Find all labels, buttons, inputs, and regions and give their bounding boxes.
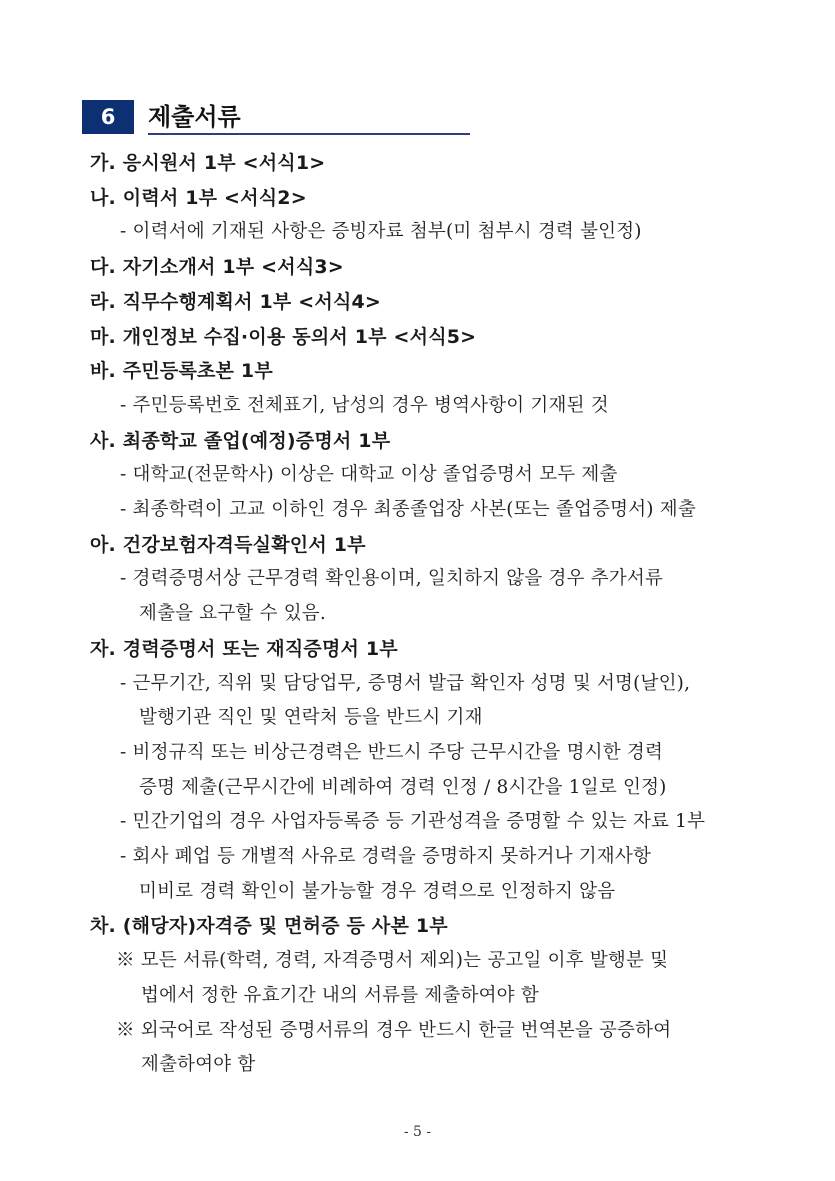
document-item: 차. (해당자)자격증 및 면허증 등 사본 1부 (90, 915, 448, 938)
section-title: 제출서류 (148, 103, 241, 131)
document-item: 마. 개인정보 수집·이용 동의서 1부 <서식5> (90, 325, 477, 348)
sub-item-continuation: 증명 제출(근무시간에 비례하여 경력 인정 / 8시간을 1일로 인정) (139, 776, 667, 798)
document-item: 다. 자기소개서 1부 <서식3> (90, 256, 344, 279)
sub-item-continuation: 미비로 경력 확인이 불가능할 경우 경력으로 인정하지 않음 (139, 880, 616, 902)
note-item: ※ 외국어로 작성된 증명서류의 경우 반드시 한글 번역본을 공증하여 (116, 1019, 672, 1041)
sub-item: - 회사 폐업 등 개별적 사유로 경력을 증명하지 못하거나 기재사항 (120, 846, 652, 867)
note-item: ※ 모든 서류(학력, 경력, 자격증명서 제외)는 공고일 이후 발행분 및 (116, 950, 669, 972)
sub-item-continuation: 제출을 요구할 수 있음. (139, 603, 326, 625)
sub-item-continuation: 발행기관 직인 및 연락처 등을 반드시 기재 (139, 707, 483, 729)
document-item: 자. 경력증명서 또는 재직증명서 1부 (90, 637, 398, 660)
note-item-continuation: 제출하여야 함 (141, 1054, 256, 1076)
document-item: 바. 주민등록초본 1부 (90, 360, 273, 383)
section-number-badge: 6 (82, 100, 134, 134)
sub-item: - 경력증명서상 근무경력 확인용이며, 일치하지 않을 경우 추가서류 (120, 568, 664, 590)
document-item: 라. 직무수행계획서 1부 <서식4> (90, 290, 382, 313)
document-item: 나. 이력서 1부 <서식2> (90, 186, 307, 209)
sub-item: - 민간기업의 경우 사업자등록증 등 기관성격을 증명할 수 있는 자료 1부 (120, 811, 706, 833)
document-item: 아. 건강보험자격득실확인서 1부 (90, 533, 366, 556)
sub-item: - 최종학력이 고교 이하인 경우 최종졸업장 사본(또는 졸업증명서) 제출 (120, 499, 696, 520)
sub-item: - 이력서에 기재된 사항은 증빙자료 첨부(미 첨부시 경력 불인정) (120, 221, 642, 243)
note-item-continuation: 법에서 정한 유효기간 내의 서류를 제출하여야 함 (141, 984, 539, 1006)
sub-item: - 비정규직 또는 비상근경력은 반드시 주당 근무시간을 명시한 경력 (120, 741, 664, 763)
document-item: 사. 최종학교 졸업(예정)증명서 1부 (90, 429, 391, 452)
document-item: 가. 응시원서 1부 <서식1> (90, 152, 326, 174)
page-number: - 5 - (403, 1124, 432, 1140)
sub-item: - 대학교(전문학사) 이상은 대학교 이상 졸업증명서 모두 제출 (120, 464, 618, 486)
sub-item: - 근무기간, 직위 및 담당업무, 증명서 발급 확인자 성명 및 서명(날인), (120, 672, 691, 694)
sub-item: - 주민등록번호 전체표기, 남성의 경우 병역사항이 기재된 것 (120, 394, 609, 416)
